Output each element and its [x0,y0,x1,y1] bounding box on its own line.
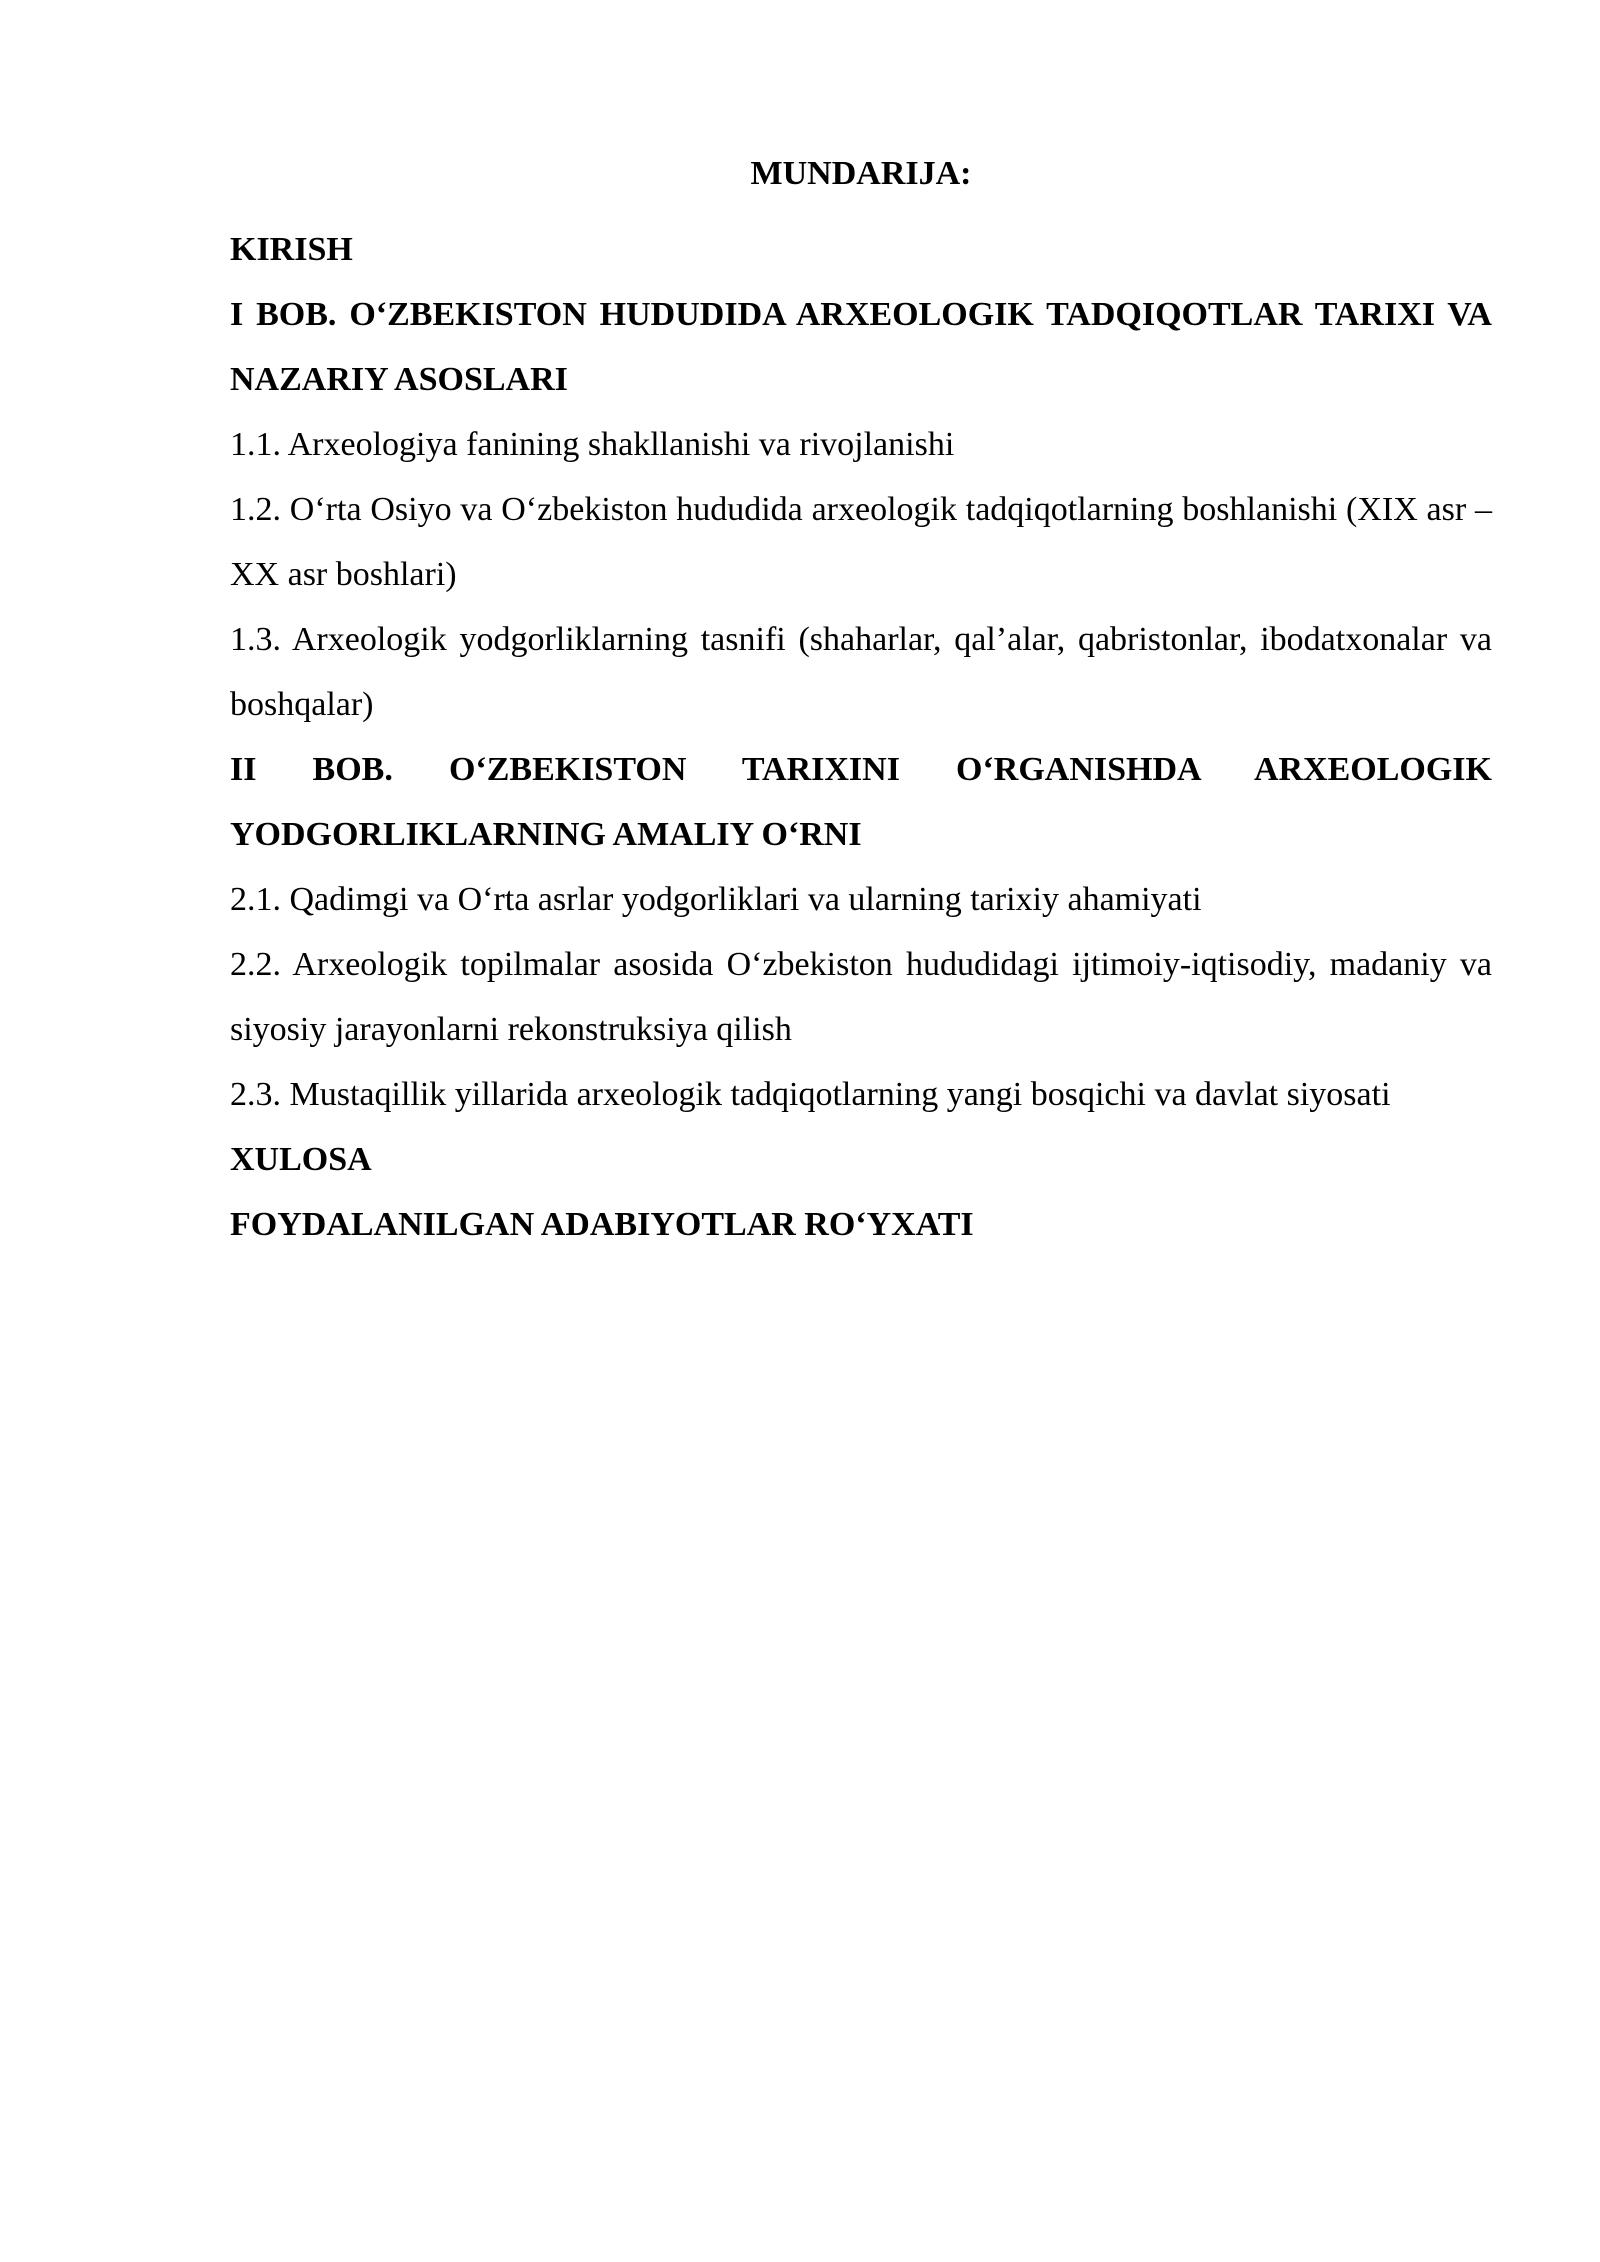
toc-entry-xulosa: XULOSA [230,1141,372,1178]
toc-entry-section-1-2: 1.2. O‘rta Osiyo va O‘zbekiston hududida arxeologik tadqiqotlarning boshlanishi (XIX asr – XX asr boshlari) [230,491,1492,593]
document-page [230,152,1492,1257]
toc-entry-section-1-3: 1.3. Arxeologik yodgorliklarning tasnifi (shaharlar, qal’alar, qabristonlar, ibodatxonalar va boshqalar) [230,621,1492,723]
toc-entry-section-2-3: 2.3. Mustaqillik yillarida arxeologik tadqiqotlarning yangi bosqichi va davlat siyosati [230,1076,1391,1113]
toc-entry-kirish: KIRISH [230,231,353,268]
toc-entry-bibliography: FOYDALANILGAN ADABIYOTLAR RO‘YXATI [230,1206,974,1243]
toc-entry-chapter-1: I BOB. O‘ZBEKISTON HUDUDIDA ARXEOLOGIK TADQIQOTLAR TARIXI VA NAZARIY ASOSLARI [230,296,1492,398]
toc-entry-section-2-1: 2.1. Qadimgi va O‘rta asrlar yodgorliklari va ularning tarixiy ahamiyati [230,881,1202,918]
toc-entry-chapter-2: II BOB. O‘ZBEKISTON TARIXINI O‘RGANISHDA ARXEOLOGIK YODGORLIKLARNING AMALIY O‘RNI [230,751,1492,853]
toc-entry-section-1-1: 1.1. Arxeologiya fanining shakllanishi va rivojlanishi [230,426,955,463]
toc-entry-section-2-2: 2.2. Arxeologik topilmalar asosida O‘zbekiston hududidagi ijtimoiy-iqtisodiy, madaniy va siyosiy jarayonlarni rekonstruksiya qilish [230,946,1492,1048]
document-title: MUNDARIJA: [750,155,972,192]
table-of-contents [230,217,1492,1257]
